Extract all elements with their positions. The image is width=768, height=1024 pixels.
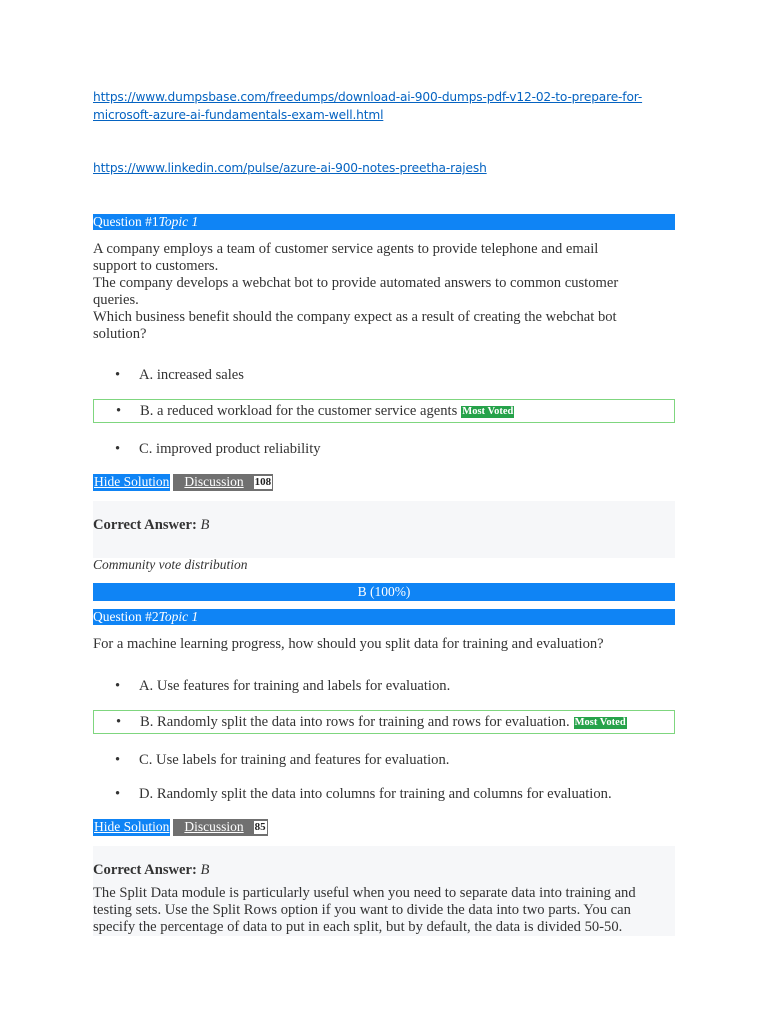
option-text: D. Randomly split the data into columns for training and columns for evaluation. xyxy=(139,786,612,802)
question-1-topic: Topic 1 xyxy=(158,214,199,229)
question-1-actions xyxy=(93,474,273,491)
question-1-number: Question #1 xyxy=(93,214,159,229)
question-1-text-line: Which business benefit should the company expect as a result of creating the webchat bot xyxy=(93,308,617,325)
option-b-content xyxy=(140,712,627,732)
bullet: • xyxy=(115,752,121,768)
dumpsbase-link[interactable] xyxy=(93,88,642,124)
option-text: C. improved product reliability xyxy=(139,441,321,457)
most-voted-badge: Most Voted xyxy=(462,406,514,417)
explanation-line: specify the percentage of data to put in each split, but by default, the data is divided 50-50. xyxy=(93,919,623,935)
bullet: • xyxy=(115,786,121,802)
correct-answer xyxy=(93,517,209,534)
explanation-line: The Split Data module is particularly useful when you need to separate data into training and xyxy=(93,885,636,901)
option-text: B. Randomly split the data into rows for training and rows for evaluation. xyxy=(140,714,570,730)
correct-answer-label: Correct Answer: xyxy=(93,862,197,878)
discussion-label: Discussion xyxy=(184,819,244,834)
correct-answer-label: Correct Answer: xyxy=(93,517,197,533)
discussion-count: 108 xyxy=(254,476,272,488)
question-2-topic: Topic 1 xyxy=(158,609,199,624)
question-1-text-line: support to customers. xyxy=(93,257,219,274)
question-1-text-line: The company develops a webchat bot to provide automated answers to common customer xyxy=(93,274,619,291)
question-2-number: Question #2 xyxy=(93,609,159,624)
dumpsbase-link-line2[interactable]: microsoft-azure-ai-fundamentals-exam-well.html xyxy=(93,108,384,122)
most-voted-badge: Most Voted xyxy=(574,717,626,728)
hide-solution-button[interactable]: Hide Solution xyxy=(94,474,170,489)
bullet: • xyxy=(116,714,122,730)
question-2-actions xyxy=(93,819,268,836)
correct-answer-value: B xyxy=(200,517,210,533)
linkedin-link[interactable] xyxy=(93,159,487,177)
vote-distribution-bar: B (100%) xyxy=(93,583,675,601)
option-text: A. Use features for training and labels for evaluation. xyxy=(139,678,451,694)
question-2-text xyxy=(93,636,678,653)
discussion-button[interactable] xyxy=(173,474,273,491)
question-2-header xyxy=(93,609,675,625)
option-text: A. increased sales xyxy=(139,367,244,383)
vote-distribution-caption: Community vote distribution xyxy=(93,557,248,572)
question-1-text-line: A company employs a team of customer service agents to provide telephone and email xyxy=(93,241,599,257)
dumpsbase-link-line1[interactable]: https://www.dumpsbase.com/freedumps/download-ai-900-dumps-pdf-v12-02-to-prepare-for- xyxy=(93,90,643,104)
bullet: • xyxy=(115,678,121,694)
answer-explanation xyxy=(93,885,675,936)
bullet: • xyxy=(116,403,122,419)
linkedin-link-text[interactable]: https://www.linkedin.com/pulse/azure-ai-900-notes-preetha-rajesh xyxy=(93,161,487,175)
discussion-button[interactable] xyxy=(173,819,267,836)
discussion-count: 85 xyxy=(254,821,266,833)
question-2-answer-box xyxy=(93,846,675,936)
question-1-text-line: solution? xyxy=(93,325,147,342)
question-2-option-b[interactable] xyxy=(93,710,675,734)
option-b-content xyxy=(140,401,514,421)
question-1-text xyxy=(93,241,678,342)
discussion-label: Discussion xyxy=(184,474,244,489)
question-1-option-b[interactable] xyxy=(93,399,675,423)
bullet: • xyxy=(115,441,121,457)
option-text: B. a reduced workload for the customer service agents xyxy=(140,403,458,419)
option-text: C. Use labels for training and features for evaluation. xyxy=(139,752,450,768)
question-1-text-line: queries. xyxy=(93,291,139,308)
question-1-answer-box xyxy=(93,501,675,558)
correct-answer-value: B xyxy=(200,862,210,878)
correct-answer xyxy=(93,862,209,879)
explanation-line: testing sets. Use the Split Rows option if you want to divide the data into two parts. You can xyxy=(93,902,631,918)
hide-solution-button[interactable]: Hide Solution xyxy=(94,819,170,834)
question-1-header xyxy=(93,214,675,230)
bullet: • xyxy=(115,367,121,383)
question-2-text-line: For a machine learning progress, how should you split data for training and evaluation? xyxy=(93,636,604,652)
